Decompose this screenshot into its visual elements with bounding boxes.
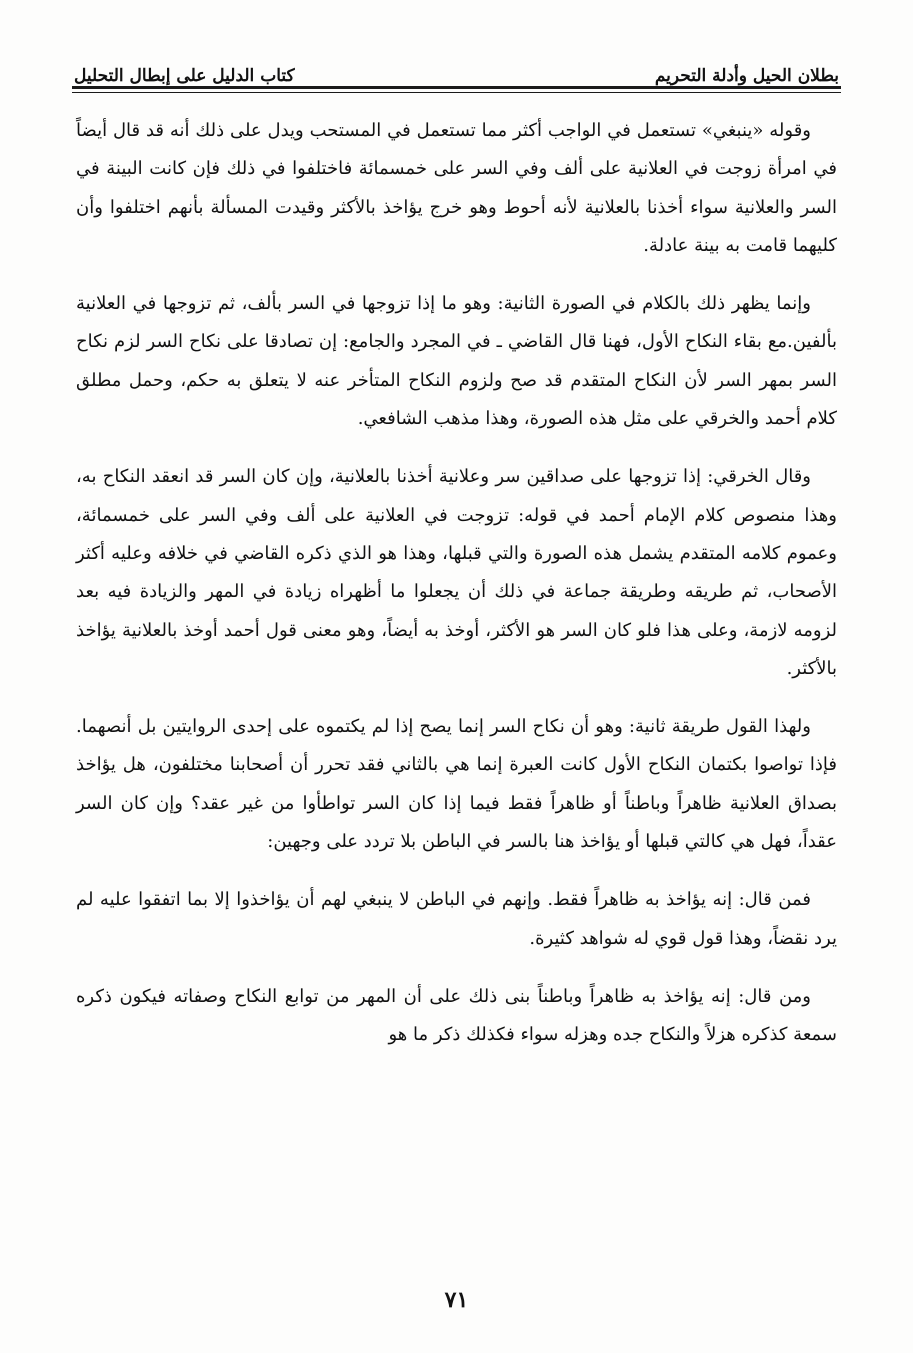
book-title: بطلان الحيل وأدلة التحريم <box>654 66 839 86</box>
running-header <box>74 52 839 88</box>
paragraph-3: وقال الخرقي: إذا تزوجها على صداقين سر وعلانية أخذنا بالعلانية، وإن كان السر قد انعقد النكاح به، وهذا منصوص كلام الإمام أحمد في قوله: تزوجت في العلانية على ألف وفي السر على خمسمائة، وعموم كلامه المتقدم يشمل هذه الصورة والتي قبلها، وهذا هو الذي ذكره القاضي في خلافه وعليه أكثر الأصحاب، ثم طريقه وطريقة جماعة في ذلك أن يجعلوا ما أظهراه زيادة في المهر والزيادة فيه بعد لزومه لازمة، وعلى هذا فلو كان السر هو الأكثر، أوخذ به أيضاً، وهو معنى قول أحمد أوخذ بالعلانية يؤاخذ بالأكثر. <box>76 466 837 679</box>
section-title: كتاب الدليل على إبطال التحليل <box>74 66 295 86</box>
paragraph-2: وإنما يظهر ذلك بالكلام في الصورة الثانية: وهو ما إذا تزوجها في السر بألف، ثم تزوجها في العلانية بألفين.مع بقاء النكاح الأول، فهنا قال القاضي ـ في المجرد والجامع: إن تصادقا على نكاح السر لزم نكاح السر بمهر السر لأن النكاح المتقدم قد صح ولزوم النكاح المتأخر عنه لا يتعلق به حكم، وحمل مطلق كلام أحمد والخرقي على مثل هذه الصورة، وهذا مذهب الشافعي. <box>76 293 837 430</box>
paragraph-1: وقوله «ينبغي» تستعمل في الواجب أكثر مما تستعمل في المستحب ويدل على ذلك أنه قد قال أيضاً في امرأة زوجت في العلانية على ألف وفي السر على خمسمائة فاختلفوا في ذلك فإن كانت البينة في السر والعلانية سواء أخذنا بالعلانية لأنه أحوط وهو خرج يؤاخذ بالأكثر وقيدت المسألة بأنهم اختلفوا وأن كليهما قامت به بينة عادلة. <box>76 120 837 256</box>
page-number: ٧١ <box>444 1287 469 1313</box>
header-rule-thick <box>72 86 841 89</box>
body-text <box>76 112 837 1075</box>
paragraph-4: ولهذا القول طريقة ثانية: وهو أن نكاح السر إنما يصح إذا لم يكتموه على إحدى الروايتين بل أنصهما. فإذا تواصوا بكتمان النكاح الأول كانت العبرة إنما هي بالثاني فقد تحرر أن أصحابنا مختلفون، هل يؤاخذ بصداق العلانية ظاهراً وباطناً أو ظاهراً فقط فيما إذا كان السر تواطأوا من غير عقد؟ وإن كان السر عقداً، فهل هي كالتي قبلها أو يؤاخذ هنا بالسر في الباطن بلا تردد على وجهين: <box>76 716 837 853</box>
paragraph-5: فمن قال: إنه يؤاخذ به ظاهراً فقط. وإنهم في الباطن لا ينبغي لهم أن يؤاخذوا إلا بما اتفقوا عليه لم يرد نقضاً، وهذا قول قوي له شواهد كثيرة. <box>76 889 837 949</box>
paragraph-6: ومن قال: إنه يؤاخذ به ظاهراً وباطناً بنى ذلك على أن المهر من توابع النكاح وصفاته فيكون ذكره سمعة كذكره هزلاً والنكاح جده وهزله سواء فكذلك ذكر ما هو <box>76 985 837 1046</box>
header-rule-thin <box>72 92 841 93</box>
